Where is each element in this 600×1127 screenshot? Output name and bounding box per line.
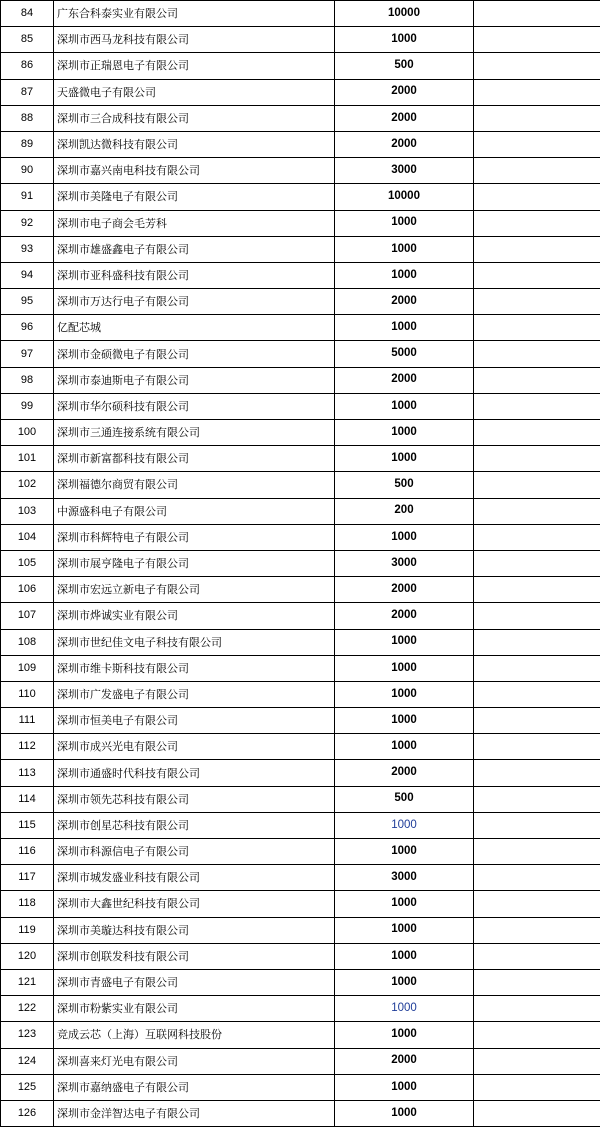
table-row: [1, 105, 600, 131]
row-number-cell: 123: [1, 1022, 54, 1048]
quantity-cell: 2000: [335, 367, 474, 393]
company-name-cell: 竞成云芯（上海）互联网科技股份: [54, 1022, 335, 1048]
table-row: [1, 210, 600, 236]
remarks-cell: [474, 472, 600, 498]
quantity-cell: 1000: [335, 969, 474, 995]
company-name-cell: 深圳市三通连接系统有限公司: [54, 420, 335, 446]
table-row: [1, 236, 600, 262]
company-name-cell: 深圳市正瑞恩电子有限公司: [54, 53, 335, 79]
quantity-cell: 1000: [335, 629, 474, 655]
remarks-cell: [474, 393, 600, 419]
company-name-cell: 深圳市雄盛鑫电子有限公司: [54, 236, 335, 262]
row-number-cell: 94: [1, 262, 54, 288]
remarks-cell: [474, 131, 600, 157]
quantity-cell: 1000: [335, 262, 474, 288]
remarks-cell: [474, 105, 600, 131]
company-name-cell: 深圳市电子商会毛芳科: [54, 210, 335, 236]
row-number-cell: 125: [1, 1074, 54, 1100]
quantity-cell: 1000: [335, 27, 474, 53]
row-number-cell: 110: [1, 681, 54, 707]
table-row: [1, 1048, 600, 1074]
table-row: [1, 1, 600, 27]
remarks-cell: [474, 210, 600, 236]
company-name-cell: 深圳市恒美电子有限公司: [54, 708, 335, 734]
company-name-cell: 深圳市嘉纳盛电子有限公司: [54, 1074, 335, 1100]
quantity-cell: 2000: [335, 603, 474, 629]
quantity-cell: 1000: [335, 446, 474, 472]
quantity-cell: 1000: [335, 891, 474, 917]
row-number-cell: 98: [1, 367, 54, 393]
quantity-cell: 2000: [335, 131, 474, 157]
quantity-cell: 1000: [335, 917, 474, 943]
company-name-cell: 深圳市宏远立新电子有限公司: [54, 577, 335, 603]
table-row: [1, 681, 600, 707]
row-number-cell: 118: [1, 891, 54, 917]
company-name-cell: 深圳市科辉特电子有限公司: [54, 524, 335, 550]
row-number-cell: 101: [1, 446, 54, 472]
remarks-cell: [474, 734, 600, 760]
quantity-cell: 10000: [335, 1, 474, 27]
row-number-cell: 119: [1, 917, 54, 943]
company-name-cell: 深圳市青盛电子有限公司: [54, 969, 335, 995]
quantity-cell: 1000: [335, 236, 474, 262]
company-name-cell: 深圳市金洋智达电子有限公司: [54, 1100, 335, 1126]
company-name-cell: 深圳市世纪佳文电子科技有限公司: [54, 629, 335, 655]
company-name-cell: 深圳喜来灯光电有限公司: [54, 1048, 335, 1074]
quantity-cell: 1000: [335, 524, 474, 550]
table-row: [1, 27, 600, 53]
remarks-cell: [474, 1100, 600, 1126]
quantity-cell: 3000: [335, 865, 474, 891]
quantity-cell: 1000: [335, 1100, 474, 1126]
company-name-cell: 深圳市粉紫实业有限公司: [54, 996, 335, 1022]
table-row: [1, 655, 600, 681]
table-row: [1, 550, 600, 576]
remarks-cell: [474, 996, 600, 1022]
remarks-cell: [474, 1022, 600, 1048]
table-row: [1, 53, 600, 79]
row-number-cell: 124: [1, 1048, 54, 1074]
table-row: [1, 498, 600, 524]
quantity-cell: 1000: [335, 839, 474, 865]
remarks-cell: [474, 865, 600, 891]
row-number-cell: 108: [1, 629, 54, 655]
quantity-cell: 1000: [335, 393, 474, 419]
quantity-cell: 1000: [335, 1074, 474, 1100]
table-row: [1, 393, 600, 419]
company-name-cell: 深圳市大鑫世纪科技有限公司: [54, 891, 335, 917]
table-row: [1, 420, 600, 446]
row-number-cell: 113: [1, 760, 54, 786]
table-row: [1, 603, 600, 629]
company-name-cell: 深圳市维卡斯科技有限公司: [54, 655, 335, 681]
remarks-cell: [474, 760, 600, 786]
quantity-cell: 1000: [335, 655, 474, 681]
company-name-cell: 深圳市创星芯科技有限公司: [54, 812, 335, 838]
company-name-cell: 深圳市烨诚实业有限公司: [54, 603, 335, 629]
row-number-cell: 88: [1, 105, 54, 131]
remarks-cell: [474, 681, 600, 707]
row-number-cell: 105: [1, 550, 54, 576]
company-name-cell: 深圳市西马龙科技有限公司: [54, 27, 335, 53]
table-row: [1, 315, 600, 341]
remarks-cell: [474, 446, 600, 472]
remarks-cell: [474, 1, 600, 27]
table-row: [1, 184, 600, 210]
quantity-cell: 5000: [335, 341, 474, 367]
company-name-cell: 深圳市金硕微电子有限公司: [54, 341, 335, 367]
remarks-cell: [474, 708, 600, 734]
remarks-cell: [474, 262, 600, 288]
remarks-cell: [474, 969, 600, 995]
row-number-cell: 84: [1, 1, 54, 27]
remarks-cell: [474, 1048, 600, 1074]
row-number-cell: 95: [1, 289, 54, 315]
quantity-cell: 1000: [335, 420, 474, 446]
table-row: [1, 577, 600, 603]
company-name-cell: 深圳市亚科盛科技有限公司: [54, 262, 335, 288]
quantity-cell: 500: [335, 472, 474, 498]
row-number-cell: 109: [1, 655, 54, 681]
row-number-cell: 126: [1, 1100, 54, 1126]
remarks-cell: [474, 655, 600, 681]
quantity-cell: 2000: [335, 79, 474, 105]
company-name-cell: 深圳市成兴光电有限公司: [54, 734, 335, 760]
row-number-cell: 120: [1, 943, 54, 969]
row-number-cell: 96: [1, 315, 54, 341]
quantity-cell: 500: [335, 53, 474, 79]
quantity-cell: 2000: [335, 289, 474, 315]
table-row: [1, 943, 600, 969]
remarks-cell: [474, 812, 600, 838]
company-name-cell: 深圳市展亨隆电子有限公司: [54, 550, 335, 576]
remarks-cell: [474, 1074, 600, 1100]
quantity-cell: 1000: [335, 812, 474, 838]
remarks-cell: [474, 158, 600, 184]
company-name-cell: 深圳市通盛时代科技有限公司: [54, 760, 335, 786]
quantity-cell: 1000: [335, 1022, 474, 1048]
remarks-cell: [474, 53, 600, 79]
company-name-cell: 深圳福德尔商贸有限公司: [54, 472, 335, 498]
quantity-cell: 2000: [335, 1048, 474, 1074]
row-number-cell: 102: [1, 472, 54, 498]
quantity-cell: 3000: [335, 158, 474, 184]
company-name-cell: 深圳市新富都科技有限公司: [54, 446, 335, 472]
remarks-cell: [474, 603, 600, 629]
remarks-cell: [474, 341, 600, 367]
row-number-cell: 85: [1, 27, 54, 53]
company-name-cell: 深圳市美璇达科技有限公司: [54, 917, 335, 943]
quantity-cell: 200: [335, 498, 474, 524]
quantity-cell: 1000: [335, 734, 474, 760]
remarks-cell: [474, 577, 600, 603]
remarks-cell: [474, 943, 600, 969]
table-row: [1, 158, 600, 184]
quantity-cell: 2000: [335, 577, 474, 603]
company-name-cell: 中源盛科电子有限公司: [54, 498, 335, 524]
company-name-cell: 深圳市华尔硕科技有限公司: [54, 393, 335, 419]
remarks-cell: [474, 498, 600, 524]
quantity-cell: 2000: [335, 105, 474, 131]
remarks-cell: [474, 367, 600, 393]
table-row: [1, 1100, 600, 1126]
remarks-cell: [474, 917, 600, 943]
company-name-cell: 深圳市美隆电子有限公司: [54, 184, 335, 210]
table-row: [1, 289, 600, 315]
table-row: [1, 760, 600, 786]
quantity-cell: 1000: [335, 996, 474, 1022]
row-number-cell: 103: [1, 498, 54, 524]
company-name-cell: 深圳市城发盛业科技有限公司: [54, 865, 335, 891]
company-name-cell: 深圳市创联发科技有限公司: [54, 943, 335, 969]
company-name-cell: 深圳市万达行电子有限公司: [54, 289, 335, 315]
table-row: [1, 629, 600, 655]
company-name-cell: 深圳市科源信电子有限公司: [54, 839, 335, 865]
row-number-cell: 90: [1, 158, 54, 184]
table-row: [1, 1074, 600, 1100]
table-row: [1, 891, 600, 917]
company-name-cell: 深圳市泰迪斯电子有限公司: [54, 367, 335, 393]
row-number-cell: 92: [1, 210, 54, 236]
remarks-cell: [474, 786, 600, 812]
table-row: [1, 131, 600, 157]
table-row: [1, 79, 600, 105]
remarks-cell: [474, 79, 600, 105]
table-row: [1, 341, 600, 367]
row-number-cell: 89: [1, 131, 54, 157]
quantity-cell: 3000: [335, 550, 474, 576]
quantity-cell: 2000: [335, 760, 474, 786]
row-number-cell: 87: [1, 79, 54, 105]
table-body: [1, 1, 600, 1127]
row-number-cell: 107: [1, 603, 54, 629]
row-number-cell: 121: [1, 969, 54, 995]
quantity-cell: 1000: [335, 943, 474, 969]
table-row: [1, 996, 600, 1022]
table-row: [1, 367, 600, 393]
remarks-cell: [474, 839, 600, 865]
company-name-cell: 深圳市广发盛电子有限公司: [54, 681, 335, 707]
table-row: [1, 839, 600, 865]
table-row: [1, 917, 600, 943]
table-row: [1, 969, 600, 995]
row-number-cell: 117: [1, 865, 54, 891]
row-number-cell: 115: [1, 812, 54, 838]
table-row: [1, 262, 600, 288]
remarks-cell: [474, 184, 600, 210]
table-row: [1, 734, 600, 760]
table-row: [1, 472, 600, 498]
company-name-cell: 亿配芯城: [54, 315, 335, 341]
table-row: [1, 446, 600, 472]
row-number-cell: 104: [1, 524, 54, 550]
company-name-cell: 深圳市领先芯科技有限公司: [54, 786, 335, 812]
remarks-cell: [474, 524, 600, 550]
company-name-cell: 广东合科泰实业有限公司: [54, 1, 335, 27]
row-number-cell: 86: [1, 53, 54, 79]
row-number-cell: 122: [1, 996, 54, 1022]
row-number-cell: 100: [1, 420, 54, 446]
remarks-cell: [474, 289, 600, 315]
remarks-cell: [474, 236, 600, 262]
row-number-cell: 106: [1, 577, 54, 603]
company-name-cell: 深圳凯达微科技有限公司: [54, 131, 335, 157]
company-name-cell: 深圳市嘉兴南电科技有限公司: [54, 158, 335, 184]
row-number-cell: 97: [1, 341, 54, 367]
row-number-cell: 99: [1, 393, 54, 419]
quantity-cell: 10000: [335, 184, 474, 210]
table-row: [1, 812, 600, 838]
remarks-cell: [474, 629, 600, 655]
remarks-cell: [474, 315, 600, 341]
quantity-cell: 1000: [335, 315, 474, 341]
remarks-cell: [474, 891, 600, 917]
company-name-cell: 深圳市三合成科技有限公司: [54, 105, 335, 131]
table-row: [1, 524, 600, 550]
row-number-cell: 116: [1, 839, 54, 865]
quantity-cell: 1000: [335, 210, 474, 236]
quantity-cell: 500: [335, 786, 474, 812]
table-row: [1, 865, 600, 891]
row-number-cell: 93: [1, 236, 54, 262]
quantity-cell: 1000: [335, 681, 474, 707]
table-row: [1, 708, 600, 734]
row-number-cell: 112: [1, 734, 54, 760]
remarks-cell: [474, 27, 600, 53]
table-row: [1, 786, 600, 812]
row-number-cell: 114: [1, 786, 54, 812]
table-row: [1, 1022, 600, 1048]
row-number-cell: 91: [1, 184, 54, 210]
row-number-cell: 111: [1, 708, 54, 734]
remarks-cell: [474, 420, 600, 446]
quantity-cell: 1000: [335, 708, 474, 734]
company-name-cell: 天盛微电子有限公司: [54, 79, 335, 105]
remarks-cell: [474, 550, 600, 576]
